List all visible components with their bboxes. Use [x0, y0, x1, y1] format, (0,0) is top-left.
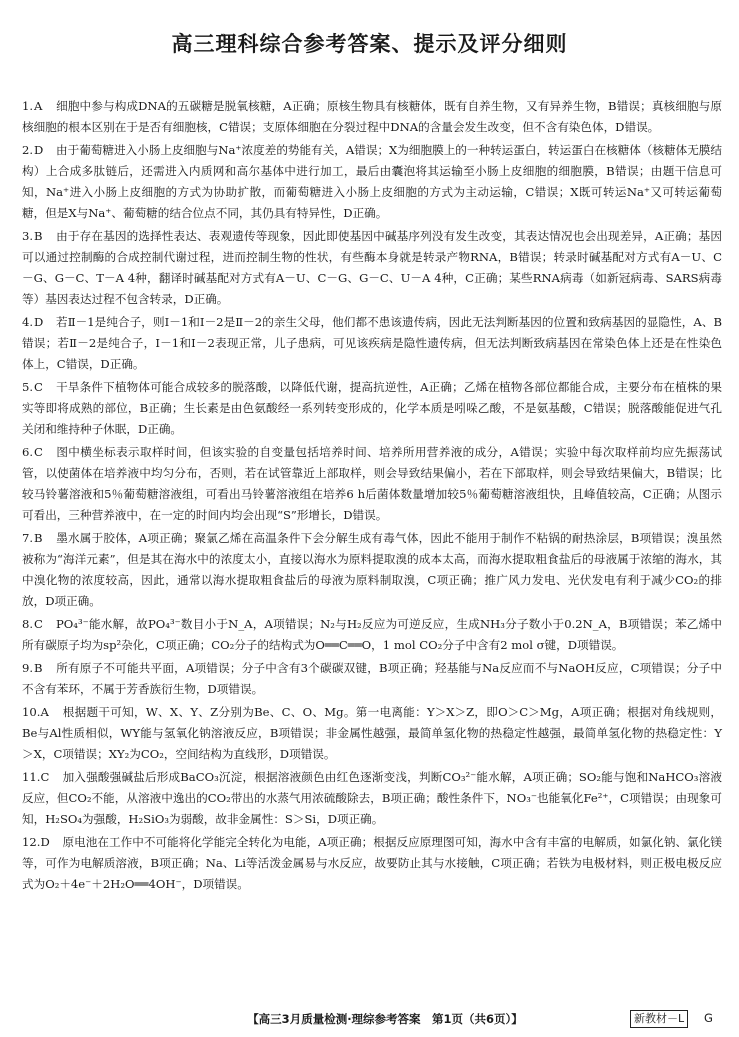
answer-item-explanation: 细胞中参与构成DNA的五碳糖是脱氧核糖，A正确；原核生物具有核糖体，既有自养生物，又有异养生物，B错误；真核细胞与原核细胞的根本区别在于是否有细胞核，C错误；支原体细胞在分裂过程中DNA的含量会发生改变，但不含有染色体，D错误。 — [22, 99, 722, 134]
answer-item-choice: D — [34, 315, 44, 329]
answer-item-choice: D — [40, 835, 50, 849]
answer-item-number: 7. — [22, 531, 34, 545]
answer-item — [22, 614, 722, 656]
footer-version-letter: G — [704, 1011, 713, 1025]
answer-item — [22, 767, 722, 830]
answer-item-number: 11. — [22, 770, 41, 784]
answer-item-explanation: 由于葡萄糖进入小肠上皮细胞与Na⁺浓度差的势能有关，A错误；X为细胞膜上的一种转运蛋白，转运蛋白在核糖体（核糖体无膜结构）上合成多肽链后，还需进入内质网和高尔基体中进行加工，最后由囊泡将其运输至小肠上皮细胞的细胞膜，B错误；由题干信息可知，Na⁺进入小肠上皮细胞的方式为协助扩散，而葡萄糖进入小肠上皮细胞的方式为主动运输，C错误；X既可转运Na⁺又可转运葡萄糖，但是X与Na⁺、葡萄糖的结合位点不同，其仍具有特异性，D正确。 — [22, 143, 722, 220]
answer-list — [22, 96, 722, 897]
page-footer — [0, 1011, 739, 1029]
answer-item-choice: C — [34, 445, 43, 459]
answer-item-choice: B — [34, 229, 43, 243]
answer-item-number: 6. — [22, 445, 34, 459]
answer-item-explanation: 图中横坐标表示取样时间，但该实验的自变量包括培养时间、培养所用营养液的成分，A错误；实验中每次取样前均应先振荡试管，以使菌体在培养液中均匀分布，否则，若在试管靠近上部取样，则会导致结果偏小，若在下部取样，则会导致结果偏大，B错误；比较马铃薯溶液和5％葡萄糖溶液组，可看出马铃薯溶液组在培养6 h后菌体数量增加较5％葡萄糖溶液组快，且峰值较高，C正确；从图示可看出，三种营养液中，在一定的时间内均会出现“S”形增长，D错误。 — [22, 445, 722, 522]
answer-item-number: 4. — [22, 315, 34, 329]
answer-item-explanation: 墨水属于胶体，A项正确；聚氯乙烯在高温条件下会分解生成有毒气体，因此不能用于制作不粘锅的耐热涂层，B项错误；溴虽然被称为“海洋元素”，但是其在海水中的浓度太小，直接以海水为原料提取溴的成本太高，而海水提取粗食盐后的母液属于浓缩的海水，其中溴化物的浓度较高，因此，通常以海水提取粗食盐后的母液为原料制取溴，C项正确；推广风力发电、光伏发电有利于减少CO₂的排放，D项正确。 — [22, 531, 722, 608]
answer-item-number: 8. — [22, 617, 34, 631]
answer-item — [22, 312, 722, 375]
answer-item-explanation: 干旱条件下植物体可能合成较多的脱落酸，以降低代谢，提高抗逆性，A正确；乙烯在植物各部位都能合成，主要分布在植株的果实等即将成熟的部位，B正确；生长素是由色氨酸经一系列转变形成的，化学本质是吲哚乙酸，不是氨基酸，C错误；脱落酸能促进气孔关闭和维持种子休眠，D正确。 — [22, 380, 722, 436]
answer-item-explanation: PO₄³⁻能水解，故PO₄³⁻数目小于N_A，A项错误；N₂与H₂反应为可逆反应，生成NH₃分子数小于0.2N_A，B项错误；苯乙烯中所有碳原子均为sp²杂化，C项正确；CO₂分子的结构式为O══C══O，1 mol CO₂分子中含有2 mol σ键，D项错误。 — [22, 617, 722, 652]
answer-item — [22, 226, 722, 310]
answer-item — [22, 702, 722, 765]
answer-item-number: 10. — [22, 705, 41, 719]
answer-item — [22, 377, 722, 440]
answer-item — [22, 528, 722, 612]
answer-item-explanation: 若Ⅱ－1是纯合子，则Ⅰ－1和Ⅰ－2是Ⅱ－2的亲生父母，他们都不患该遗传病，因此无法判断基因的位置和致病基因的显隐性，A、B错误；若Ⅱ－2是纯合子，Ⅰ－1和Ⅰ－2表现正常，儿子患病，可见该疾病是隐性遗传病，但无法判断致病基因在常染色体上还是在性染色体上，C错误，D正确。 — [22, 315, 722, 371]
answer-item-explanation: 所有原子不可能共平面，A项错误；分子中含有3个碳碳双键，B项正确；羟基能与Na反应而不与NaOH反应，C项错误；分子中不含有苯环，不属于芳香族衍生物，D项错误。 — [22, 661, 722, 696]
answer-item — [22, 442, 722, 526]
answer-item-choice: A — [34, 99, 43, 113]
answer-item-number: 12. — [22, 835, 41, 849]
answer-item — [22, 832, 722, 895]
answer-item-choice: D — [34, 143, 44, 157]
answer-item-number: 5. — [22, 380, 34, 394]
answer-item — [22, 658, 722, 700]
answer-item-number: 2. — [22, 143, 34, 157]
answer-item — [22, 140, 722, 224]
answer-item-choice: C — [40, 770, 50, 784]
answer-item-choice: C — [34, 380, 43, 394]
answer-item-explanation: 由于存在基因的选择性表达、表观遗传等现象，因此即使基因中碱基序列没有发生改变，其表达情况也会出现差异，A正确；基因可以通过控制酶的合成控制代谢过程，进而控制生物的性状，有些酶本身就是转录产物RNA，B错误；转录时碱基配对方式有A－U、C－G、G－C、T－A 4种，翻译时碱基配对方式有A－U、C－G、G－C、U－A 4种，C正确；某些RNA病毒（如新冠病毒、SARS病毒等）基因表达过程不包含转录，D正确。 — [22, 229, 722, 306]
answer-item-explanation: 加入强酸强碱盐后形成BaCO₃沉淀，根据溶液颜色由红色逐渐变浅，判断CO₃²⁻能水解，A项正确；SO₂能与饱和NaHCO₃溶液反应，但CO₂不能，从溶液中逸出的CO₂带出的水蒸气用浓硫酸除去，B项正确；酸性条件下，NO₃⁻也能氧化Fe²⁺，C项错误；由现象可知，H₂SO₄为强酸，H₂SiO₃为弱酸，故非金属性：S＞Si，D项正确。 — [22, 770, 722, 826]
answer-item — [22, 96, 722, 138]
answer-item-number: 1. — [22, 99, 34, 113]
footer-page-info: 【高三3月质量检测·理综参考答案 第1页（共6页）】 — [247, 1012, 523, 1026]
answer-item-choice: B — [34, 531, 43, 545]
answer-item-choice: A — [40, 705, 49, 719]
answer-item-explanation: 根据题干可知，W、X、Y、Z分别为Be、C、O、Mg。第一电离能：Y＞X＞Z，即O＞C＞Mg，A项正确；根据对角线规则，Be与Al性质相似，WY能与氢氧化钠溶液反应，B项错误；非金属性越强，最简单氢化物的热稳定性越强，最简单氢化物的热稳定性：Y＞X，C项错误；XY₂为CO₂，空间结构为直线形，D项错误。 — [22, 705, 722, 761]
answer-item-choice: C — [34, 617, 43, 631]
footer-edition-badge: 新教材－L — [630, 1010, 688, 1028]
page-title: 高三理科综合参考答案、提示及评分细则 — [171, 32, 568, 56]
answer-item-number: 9. — [22, 661, 34, 675]
answer-item-number: 3. — [22, 229, 34, 243]
answer-item-choice: B — [34, 661, 43, 675]
answer-item-explanation: 原电池在工作中不可能将化学能完全转化为电能，A项正确；根据反应原理图可知，海水中含有丰富的电解质，如氯化钠、氯化镁等，可作为电解质溶液，B项正确；Na、Li等活泼金属易与水反应，故要防止其与水接触，C项正确；若铁为电极材料，则正极电极反应式为O₂＋4e⁻＋2H₂O══4OH⁻，D项错误。 — [22, 835, 722, 891]
